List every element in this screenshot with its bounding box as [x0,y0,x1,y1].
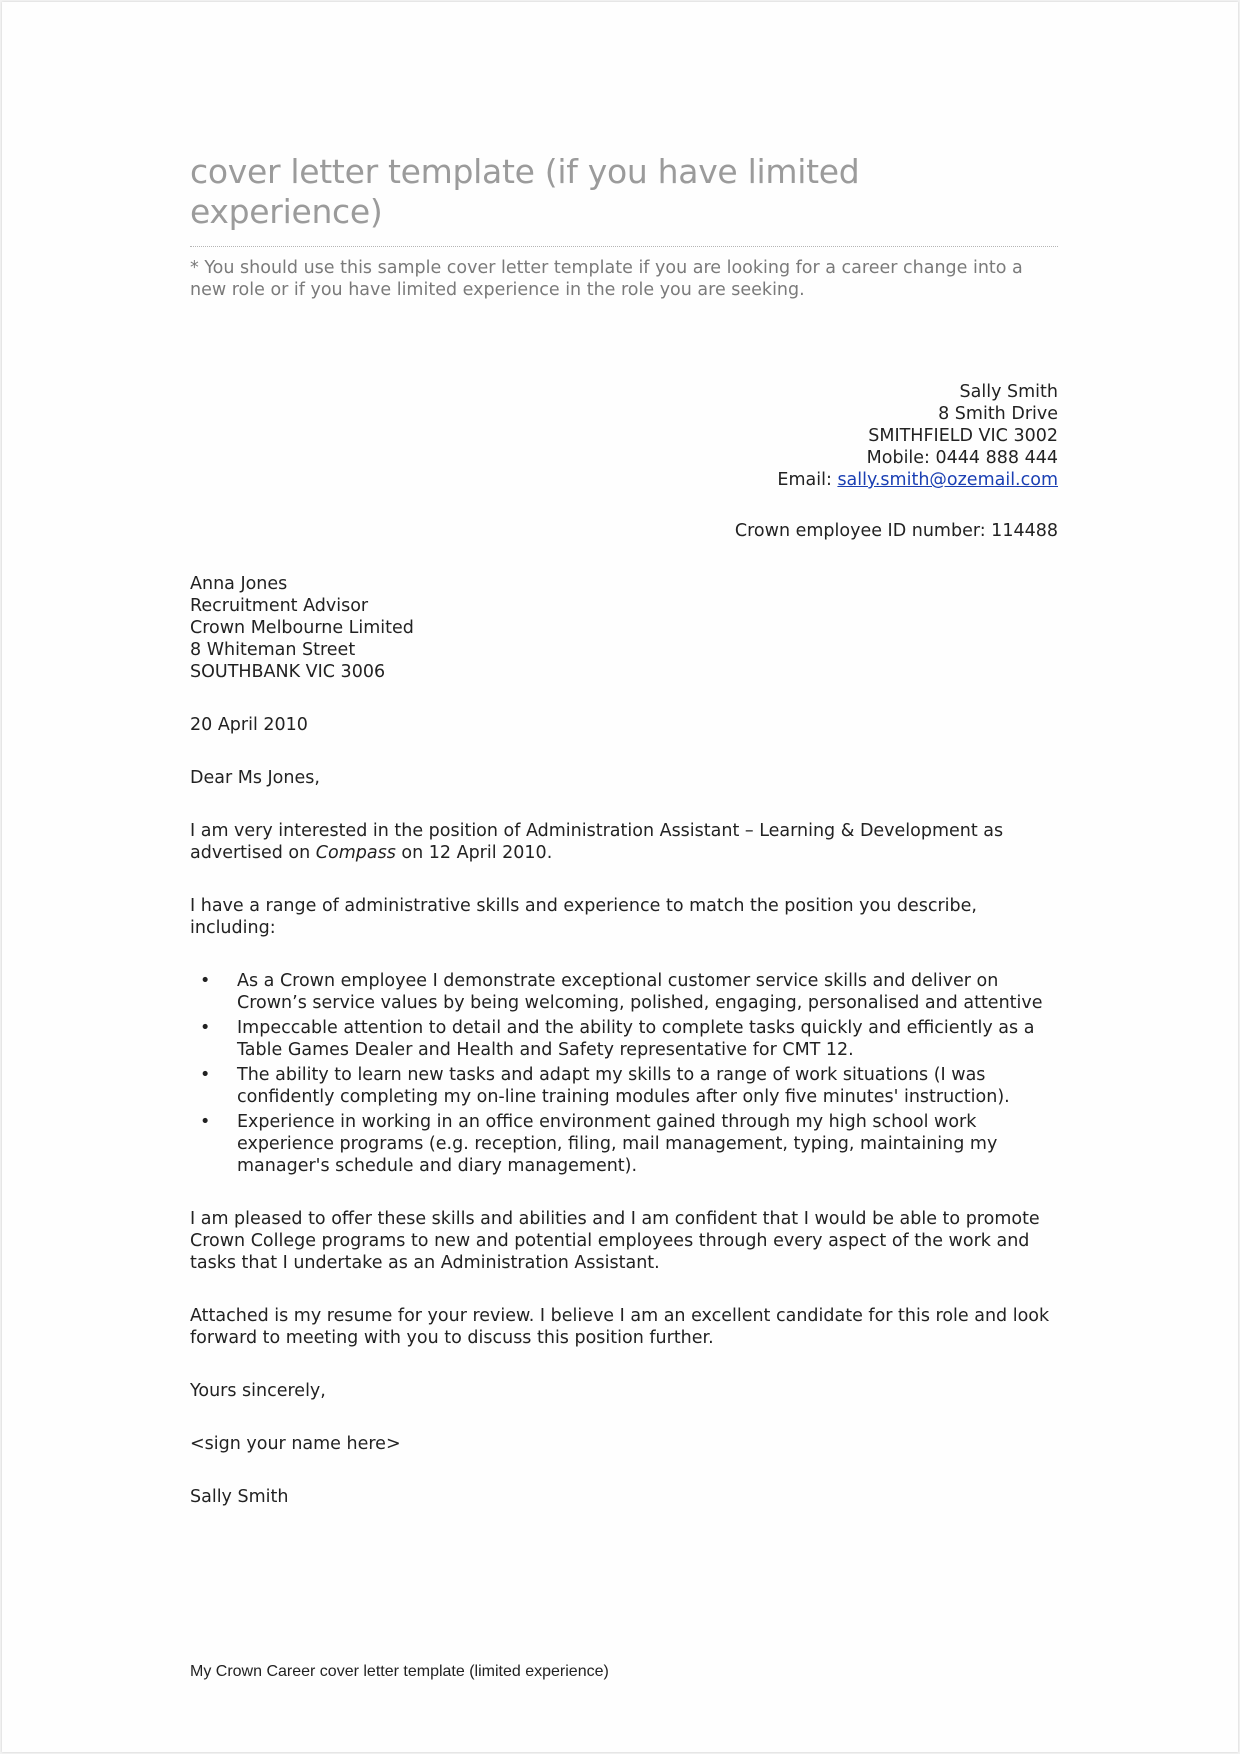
list-item-text: Impeccable attention to detail and the ability to complete tasks quickly and efficiently as a Table Games Dealer and Health and Safety representative for CMT 12. [237,1018,1035,1060]
publication-name: Compass [315,843,396,863]
closing: Yours sincerely, [190,1381,326,1401]
paragraph-interest [190,820,1058,864]
bullet-icon: • [200,1112,211,1132]
para1-after: on 12 April 2010. [395,843,553,863]
recipient-street: 8 Whiteman Street [190,640,356,660]
list-item-text: Experience in working in an office environment gained through my high school work experience programs (e.g. reception, filing, mail management, typing, maintaining my manager's schedule and diary management). [237,1112,998,1176]
salutation: Dear Ms Jones, [190,768,320,788]
list-item [190,1111,1058,1177]
recipient-suburb: SOUTHBANK VIC 3006 [190,662,386,682]
bullet-icon: • [200,1065,211,1085]
paragraph-attached: Attached is my resume for your review. I believe I am an excellent candidate for this role and look forward to meeting with you to discuss this position further. [190,1306,1050,1348]
page-title: cover letter template (if you have limited experience) [190,152,1058,247]
bullet-icon: • [200,1018,211,1038]
list-item [190,970,1058,1014]
signature-name: Sally Smith [190,1487,289,1507]
sender-street: 8 Smith Drive [938,404,1058,424]
para1-before: I am very interested in the position of Administration Assistant – Learning & Development as advertised on [190,821,1004,863]
sender-mobile: Mobile: 0444 888 444 [866,448,1058,468]
list-item-text: As a Crown employee I demonstrate exceptional customer service skills and deliver on Crown’s service values by being welcoming, polished, engaging, personalised and attentive [237,971,1043,1013]
intro-note: * You should use this sample cover letter template if you are looking for a career change into a new role or if you have limited experience in the role you are seeking. [190,258,1023,300]
recipient-role: Recruitment Advisor [190,596,369,616]
email-label: Email: [777,470,838,490]
letter-content [190,152,1058,1508]
recipient-address [190,573,1058,683]
sender-email-line [190,469,1058,491]
employee-id: Crown employee ID number: 114488 [734,521,1058,541]
sender-name: Sally Smith [959,382,1058,402]
recipient-company: Crown Melbourne Limited [190,618,414,638]
sender-suburb: SMITHFIELD VIC 3002 [868,426,1058,446]
page-footer: My Crown Career cover letter template (limited experience) [190,1663,609,1680]
document-page [2,2,1238,1752]
recipient-name: Anna Jones [190,574,288,594]
list-item-text: The ability to learn new tasks and adapt my skills to a range of work situations (I was confidently completing my on-line training modules after only five minutes' instruction). [237,1065,1010,1107]
sender-address [190,381,1058,491]
email-link[interactable]: sally.smith@ozemail.com [837,470,1058,490]
signature-placeholder: <sign your name here> [190,1434,401,1454]
list-item [190,1064,1058,1108]
paragraph-skills-intro: I have a range of administrative skills and experience to match the position you describe, including: [190,896,977,938]
paragraph-offer: I am pleased to offer these skills and abilities and I am confident that I would be able to promote Crown College programs to new and potential employees through every aspect of the work and tasks that I undertake as an Administration Assistant. [190,1209,1040,1273]
list-item [190,1017,1058,1061]
skills-list [190,970,1058,1177]
bullet-icon: • [200,971,211,991]
letter-date: 20 April 2010 [190,715,308,735]
